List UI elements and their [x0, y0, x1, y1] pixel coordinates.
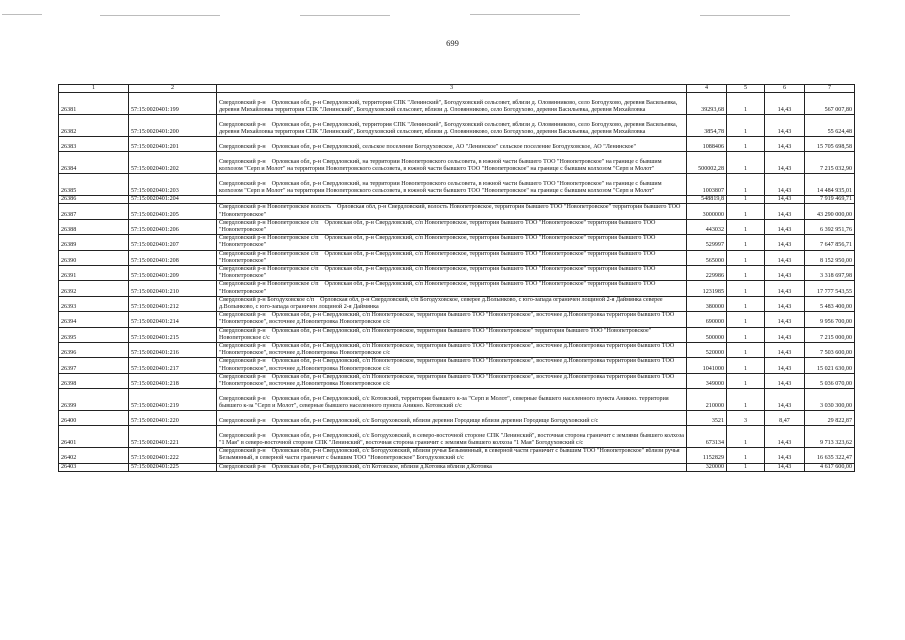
rate-cell: 14,43 [765, 448, 805, 463]
area-cell: 500000 [687, 327, 727, 342]
area-cell: 3521 [687, 411, 727, 426]
table-row [59, 235, 855, 250]
rate-cell: 14,43 [765, 312, 805, 327]
description-cell [217, 327, 687, 342]
category-cell: 1 [727, 373, 765, 388]
rate-cell: 14,43 [765, 281, 805, 296]
rate-cell: 14,43 [765, 137, 805, 152]
row-number-cell: 26402 [59, 448, 129, 463]
region-label: Свердловский р-н [219, 312, 266, 319]
scan-artifact [2, 14, 42, 15]
table-row [59, 389, 855, 411]
cadastral-value-cell: 3 318 697,98 [805, 266, 855, 281]
description-cell [217, 219, 687, 234]
row-number-cell: 26388 [59, 219, 129, 234]
address-text: Орловская обл, р-н Свердловский, с/п Богодуховское, северее д.Волынково, с юго-запада ограничен лощиной 2-я Даймянка северее д.Волынково, с юго-запада ограничен лощиной 2-я Даймянка [219, 296, 663, 311]
category-cell: 1 [727, 312, 765, 327]
area-cell: 349000 [687, 373, 727, 388]
cadastral-value-cell: 29 822,87 [805, 411, 855, 426]
cadastral-number-cell: 57:15:0020401:218 [129, 373, 217, 388]
address-text: Орловская обл, р-н Свердловский, с/п Новопетровское, территория бывшего ТОО "Новопетровское" территория бывшего ТОО "Новопетровское" [219, 266, 656, 280]
cadastral-number-cell: 57:15:0020401:200 [129, 115, 217, 137]
region-label: Свердловский р-н Новопетровское с/п [219, 266, 319, 273]
cadastral-value-cell: 567 007,80 [805, 93, 855, 115]
description-cell [217, 358, 687, 373]
category-cell: 1 [727, 296, 765, 311]
category-cell: 1 [727, 448, 765, 463]
region-label: Свердловский р-н [219, 144, 266, 150]
address-text: Орловская обл, р-н Свердловский, с/п Новопетровское, территория бывшего ТОО "Новопетровское", восточнее д.Новопетровка территория бывшего ТОО "Новопетровское", восточнее д.Новопетровка Новопетровское с/с [219, 312, 675, 326]
rate-cell: 14,43 [765, 235, 805, 250]
description-cell [217, 281, 687, 296]
description-cell [217, 235, 687, 250]
region-label: Свердловский р-н [219, 432, 266, 439]
description-cell [217, 174, 687, 196]
address-text: Орловская обл, р-н Свердловский, с/п Новопетровское, территория бывшего ТОО "Новопетровское" территория бывшего ТОО "Новопетровское" [219, 219, 656, 234]
page-number: 699 [446, 38, 459, 48]
address-text: Орловская обл, р-н Свердловский, с/с Богодуховский, вблизи ручья Безымянный, в северной части граничит с бывшим ТОО "Новопетровское" вблизи ручья Безымянный, в северной части граничит с бывшим ТОО "Новопетровское" Богодуховский с/с [219, 448, 680, 462]
row-number-cell: 26401 [59, 426, 129, 448]
row-number-cell: 26383 [59, 137, 129, 152]
table-row [59, 174, 855, 196]
area-cell: 673134 [687, 426, 727, 448]
description-cell [217, 266, 687, 281]
area-cell: 548819,8 [687, 196, 727, 204]
column-header: 4 [687, 85, 727, 93]
description-cell [217, 463, 687, 471]
cadastral-number-cell: 57:15:0020401:222 [129, 448, 217, 463]
scan-artifact [100, 15, 220, 16]
row-number-cell: 26394 [59, 312, 129, 327]
category-cell: 1 [727, 152, 765, 174]
region-label: Свердловский р-н [219, 448, 266, 455]
cadastral-number-cell: 57:15:0020401:217 [129, 358, 217, 373]
category-cell: 1 [727, 115, 765, 137]
cadastral-value-cell: 7 647 856,71 [805, 235, 855, 250]
description-cell [217, 204, 687, 219]
cadastral-value-cell: 17 777 543,55 [805, 281, 855, 296]
table-row [59, 411, 855, 426]
table-row [59, 266, 855, 281]
area-cell: 210000 [687, 389, 727, 411]
scan-artifact [700, 15, 790, 16]
table-row [59, 250, 855, 265]
cadastral-value-cell: 15 021 630,00 [805, 358, 855, 373]
category-cell: 1 [727, 343, 765, 358]
category-cell: 1 [727, 196, 765, 204]
address-text: Орловская обл, р-н Свердловский, с/п Котовское, вблизи д.Котовка вблизи д.Котовка [271, 463, 492, 470]
row-number-cell: 26392 [59, 281, 129, 296]
category-cell: 1 [727, 250, 765, 265]
address-text: Орловская обл, р-н Свердловский, сельское поселение Богодуховское, АО "Ленинское" сельское поселение Богодуховское, АО "Ленинское" [271, 144, 636, 150]
region-label: Свердловский р-н [219, 358, 266, 365]
address-text: Орловская обл, р-н Свердловский, на территории Новопетровского сельсовета, в южной части бывшего ТОО "Новопетровское" на границе с бывшим колхозом "Серп и Молот" на территории Новопетровского сельсовета, в южной части бывшего ТОО "Новопетровское" на границе с бывшим колхозом "Серп и Молот" [219, 158, 662, 172]
description-cell [217, 373, 687, 388]
address-text: Орловская обл, р-н Свердловский, с/с Богодуховский, в северо-восточной стороне СПК "Ленинский", восточная сторона граничит с землями бывшего колхоза "1 Мая" в северо-восточной стороне СПК "Ленинский", восточная сторона граничит с землями бывшего колхоза "1 Мая" Богодуховский с/с [219, 432, 684, 447]
address-text: Орловская обл, р-н Свердловский, с/п Новопетровское, территория бывшего ТОО "Новопетровское" территория бывшего ТОО "Новопетровское" [219, 250, 656, 264]
area-cell: 500002,28 [687, 152, 727, 174]
rate-cell: 14,43 [765, 296, 805, 311]
row-number-cell: 26399 [59, 389, 129, 411]
category-cell: 1 [727, 93, 765, 115]
area-cell: 3854,78 [687, 115, 727, 137]
cadastral-number-cell: 57:15:0020401:209 [129, 266, 217, 281]
table-row [59, 343, 855, 358]
description-cell [217, 296, 687, 311]
cadastral-value-cell: 7 919 469,71 [805, 196, 855, 204]
area-cell: 3000000 [687, 204, 727, 219]
table-row [59, 373, 855, 388]
area-cell: 690000 [687, 312, 727, 327]
description-cell [217, 411, 687, 426]
region-label: Свердловский р-н [219, 99, 266, 106]
table-row [59, 115, 855, 137]
description-cell [217, 250, 687, 265]
area-cell: 229986 [687, 266, 727, 281]
region-label: Свердловский р-н [219, 158, 266, 165]
rate-cell: 14,43 [765, 426, 805, 448]
rate-cell: 14,43 [765, 389, 805, 411]
description-cell [217, 152, 687, 174]
category-cell: 3 [727, 411, 765, 426]
rate-cell: 14,43 [765, 327, 805, 342]
area-cell: 520000 [687, 343, 727, 358]
description-cell [217, 426, 687, 448]
address-text: Орловская обл, р-н Свердловский, территория СПК "Ленинский", Богодуховский сельсовет, вблизи д. Оловянниково, село Богодухово, деревня Васильевка, деревня Михайловка территория СПК "Ленинский", Богодуховский сельсовет, вблизи д. Оловянниково, село Богодухово, деревня Васильевка, деревня Михайловка [219, 121, 678, 135]
region-label: Свердловский р-н Новопетровское с/п [219, 281, 319, 288]
region-label: Свердловский р-н [219, 418, 266, 425]
cadastral-number-cell: 57:15:0020401:202 [129, 152, 217, 174]
cadastral-number-cell: 57:15:0020401:215 [129, 327, 217, 342]
region-label: Свердловский р-н Богодуховское с/п [219, 296, 315, 303]
cadastral-value-cell: 3 030 300,00 [805, 389, 855, 411]
row-number-cell: 26382 [59, 115, 129, 137]
description-cell [217, 115, 687, 137]
area-cell: 39293,68 [687, 93, 727, 115]
row-number-cell: 26389 [59, 235, 129, 250]
column-header: 7 [805, 85, 855, 93]
region-label: Свердловский р-н [219, 395, 266, 402]
address-text: Орловская обл, р-н Свердловский, территория СПК "Ленинский", Богодуховский сельсовет, вблизи д. Оловянниково, село Богодухово, деревня Васильевка, деревня Михайловка территория СПК "Ленинский", Богодуховский сельсовет, вблизи д. Оловянниково, село Богодухово, деревня Васильевка, деревня Михайловка [219, 99, 678, 113]
table-row [59, 426, 855, 448]
area-cell: 443032 [687, 219, 727, 234]
table-row [59, 281, 855, 296]
region-label: Свердловский р-н [219, 180, 266, 187]
category-cell: 1 [727, 426, 765, 448]
cadastral-number-cell: 57:15:0020401:225 [129, 463, 217, 471]
rate-cell: 14,43 [765, 463, 805, 471]
table-row [59, 327, 855, 342]
table-row [59, 137, 855, 152]
address-text: Орловская обл, р-н Свердловский, с/п Новопетровское, территория бывшего ТОО "Новопетровское", восточнее д.Новопетровка территория бывшего ТОО "Новопетровское", восточнее д.Новопетровка Новопетровское с/с [219, 343, 675, 357]
cadastral-number-cell: 57:15:0020401:221 [129, 426, 217, 448]
register-table [58, 84, 855, 472]
row-number-cell: 26391 [59, 266, 129, 281]
region-label: Свердловский р-н [219, 343, 266, 350]
row-number-cell: 26398 [59, 373, 129, 388]
category-cell: 1 [727, 463, 765, 471]
rate-cell: 14,43 [765, 266, 805, 281]
column-header: 3 [217, 85, 687, 93]
row-number-cell: 26395 [59, 327, 129, 342]
cadastral-value-cell: 43 290 000,00 [805, 204, 855, 219]
table-row [59, 93, 855, 115]
cadastral-number-cell: 57:15:0020401:208 [129, 250, 217, 265]
rate-cell: 14,43 [765, 358, 805, 373]
address-text: Орловская обл, р-н Свердловский, с/п Новопетровское, территория бывшего ТОО "Новопетровское", восточнее д.Новопетровка территория бывшего ТОО "Новопетровское", восточнее д.Новопетровка Новопетровское с/с [219, 373, 675, 388]
region-label: Свердловский р-н [219, 463, 266, 470]
table-row [59, 448, 855, 463]
rate-cell: 14,43 [765, 204, 805, 219]
cadastral-value-cell: 16 635 322,47 [805, 448, 855, 463]
cadastral-number-cell: 57:15:0020401:212 [129, 296, 217, 311]
scan-artifact [470, 14, 580, 15]
rate-cell: 14,43 [765, 250, 805, 265]
cadastral-number-cell: 57:15:0020401:210 [129, 281, 217, 296]
cadastral-value-cell: 6 392 951,76 [805, 219, 855, 234]
column-header: 1 [59, 85, 129, 93]
region-label: Свердловский р-н [219, 327, 266, 334]
area-cell: 529997 [687, 235, 727, 250]
category-cell: 1 [727, 204, 765, 219]
cadastral-number-cell: 57:15:0020401:199 [129, 93, 217, 115]
category-cell: 1 [727, 235, 765, 250]
cadastral-number-cell: 57:15:0020401:214 [129, 312, 217, 327]
rate-cell: 14,43 [765, 373, 805, 388]
row-number-cell: 26403 [59, 463, 129, 471]
row-number-cell: 26397 [59, 358, 129, 373]
scan-artifact [300, 15, 390, 16]
region-label: Свердловский р-н Новопетровское с/п [219, 219, 319, 226]
rate-cell: 14,43 [765, 93, 805, 115]
address-text: Орловская обл, р-н Свердловский, с/с Котовский, территория бывшего к-за "Серп и Молот", северные бывшего населенного пункта Аникно. территория бывшего к-за "Серп и Молот", северные бывшего населенного пункта Аникно. Котовский с/с [219, 395, 669, 410]
description-cell [217, 137, 687, 152]
category-cell: 1 [727, 219, 765, 234]
area-cell: 380000 [687, 296, 727, 311]
category-cell: 1 [727, 137, 765, 152]
category-cell: 1 [727, 358, 765, 373]
cadastral-number-cell: 57:15:0020401:205 [129, 204, 217, 219]
cadastral-value-cell: 5 483 400,00 [805, 296, 855, 311]
table-row [59, 219, 855, 234]
cadastral-value-cell: 15 705 698,58 [805, 137, 855, 152]
address-text: Орловская обл, р-н Свердловский, волость Новопетровское, территория бывшего ТОО "Новопетровское" территория бывшего ТОО "Новопетровское" [219, 204, 681, 218]
table-row [59, 204, 855, 219]
column-header: 5 [727, 85, 765, 93]
cadastral-value-cell: 7 503 600,00 [805, 343, 855, 358]
category-cell: 1 [727, 281, 765, 296]
cadastral-value-cell: 4 617 600,00 [805, 463, 855, 471]
cadastral-value-cell: 9 713 323,62 [805, 426, 855, 448]
row-number-cell: 26386 [59, 196, 129, 204]
table-row [59, 463, 855, 471]
description-cell [217, 93, 687, 115]
region-label: Свердловский р-н [219, 373, 266, 380]
rate-cell: 14,43 [765, 174, 805, 196]
area-cell: 1152829 [687, 448, 727, 463]
row-number-cell: 26400 [59, 411, 129, 426]
region-label: Свердловский р-н Новопетровское волость [219, 204, 332, 211]
cadastral-value-cell: 5 036 070,00 [805, 373, 855, 388]
table-row [59, 152, 855, 174]
rate-cell: 14,43 [765, 115, 805, 137]
cadastral-number-cell: 57:15:0020401:206 [129, 219, 217, 234]
address-text: Орловская обл, р-н Свердловский, с/п Новопетровское, территория бывшего ТОО "Новопетровское" территория бывшего ТОО "Новопетровское" Новопетровское с/с [219, 327, 652, 341]
region-label: Свердловский р-н Новопетровское с/п [219, 235, 319, 242]
description-cell [217, 196, 687, 204]
cadastral-value-cell: 7 215 032,90 [805, 152, 855, 174]
row-number-cell: 26396 [59, 343, 129, 358]
area-cell: 320000 [687, 463, 727, 471]
cadastral-number-cell: 57:15:0020401:207 [129, 235, 217, 250]
table-row [59, 196, 855, 204]
rate-cell: 8,47 [765, 411, 805, 426]
table-row [59, 312, 855, 327]
cadastral-value-cell: 8 152 950,00 [805, 250, 855, 265]
description-cell [217, 312, 687, 327]
cadastral-number-cell: 57:15:0020401:216 [129, 343, 217, 358]
cadastral-number-cell: 57:15:0020401:220 [129, 411, 217, 426]
table-row [59, 296, 855, 311]
description-cell [217, 343, 687, 358]
cadastral-value-cell: 55 624,48 [805, 115, 855, 137]
cadastral-number-cell: 57:15:0020401:201 [129, 137, 217, 152]
address-text: Орловская обл, р-н Свердловский, с/п Новопетровское, территория бывшего ТОО "Новопетровское" территория бывшего ТОО "Новопетровское" [219, 235, 656, 249]
description-cell [217, 389, 687, 411]
cadastral-value-cell: 7 215 000,00 [805, 327, 855, 342]
cadastral-number-cell: 57:15:0020401:204 [129, 196, 217, 204]
address-text: Орловская обл, р-н Свердловский, на территории Новопетровского сельсовета, в южной части бывшего ТОО "Новопетровское" на границе с бывшим колхозом "Серп и Молот" на территории Новопетровского сельсовета, в южной части бывшего ТОО "Новопетровское" на границе с бывшим колхозом "Серп и Молот" [219, 180, 662, 194]
column-header: 2 [129, 85, 217, 93]
cadastral-number-cell: 57:15:0020401:203 [129, 174, 217, 196]
region-label: Свердловский р-н [219, 121, 266, 128]
row-number-cell: 26390 [59, 250, 129, 265]
category-cell: 1 [727, 174, 765, 196]
category-cell: 1 [727, 266, 765, 281]
rate-cell: 14,43 [765, 196, 805, 204]
column-header: 6 [765, 85, 805, 93]
area-cell: 1231985 [687, 281, 727, 296]
region-label: Свердловский р-н Новопетровское с/п [219, 250, 319, 257]
row-number-cell: 26385 [59, 174, 129, 196]
table-header-row [59, 85, 855, 93]
row-number-cell: 26387 [59, 204, 129, 219]
cadastral-number-cell: 57:15:0020401:219 [129, 389, 217, 411]
address-text: Орловская обл, р-н Свердловский, с/с Богодуховский, вблизи деревни Городище вблизи деревни Городище Богодуховский с/с [271, 418, 599, 425]
cadastral-value-cell: 14 484 935,01 [805, 174, 855, 196]
area-cell: 1041000 [687, 358, 727, 373]
rate-cell: 14,43 [765, 343, 805, 358]
row-number-cell: 26393 [59, 296, 129, 311]
address-text: Орловская обл, р-н Свердловский, с/п Новопетровское, территория бывшего ТОО "Новопетровское" территория бывшего ТОО "Новопетровское" [219, 281, 656, 295]
rate-cell: 14,43 [765, 219, 805, 234]
category-cell: 1 [727, 389, 765, 411]
address-text: Орловская обл, р-н Свердловский, с/п Новопетровское, территория бывшего ТОО "Новопетровское", восточнее д.Новопетровка территория бывшего ТОО "Новопетровское", восточнее д.Новопетровка Новопетровское с/с [219, 358, 675, 372]
area-cell: 565000 [687, 250, 727, 265]
area-cell: 1003807 [687, 174, 727, 196]
description-cell [217, 448, 687, 463]
row-number-cell: 26381 [59, 93, 129, 115]
cadastral-value-cell: 9 956 700,00 [805, 312, 855, 327]
table-row [59, 358, 855, 373]
row-number-cell: 26384 [59, 152, 129, 174]
area-cell: 1088406 [687, 137, 727, 152]
rate-cell: 14,43 [765, 152, 805, 174]
category-cell: 1 [727, 327, 765, 342]
